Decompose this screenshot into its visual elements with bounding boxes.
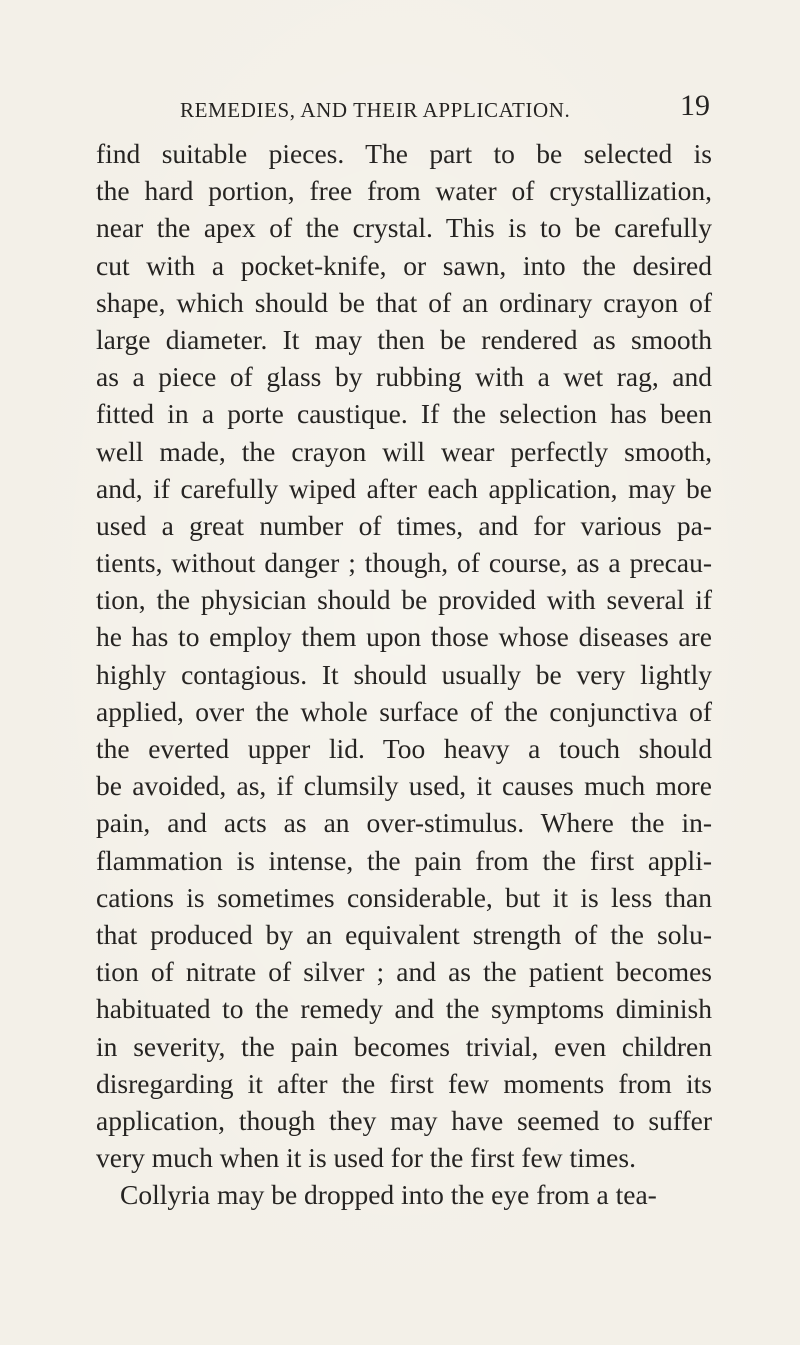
text-line: habituated to the remedy and the symptoms diminish	[96, 993, 712, 1025]
text-line: used a great number of times, and for various pa-	[96, 509, 712, 541]
text-line: tients, without danger ; though, of course, as a precau-	[96, 547, 712, 579]
text-line: the everted upper lid. Too heavy a touch should	[96, 733, 712, 764]
page-number: 19	[680, 89, 710, 122]
text-line: well made, the crayon will wear perfectly smooth,	[96, 435, 712, 467]
text-line: near the apex of the crystal. This is to be carefully	[96, 212, 712, 244]
text-line: applied, over the whole surface of the conjunctiva of	[96, 695, 712, 727]
text-line: highly contagious. It should usually be very lightly	[96, 658, 712, 690]
text-line: shape, which should be that of an ordinary crayon of	[96, 286, 712, 318]
running-header	[180, 89, 710, 126]
running-title: REMEDIES, AND THEIR APPLICATION.	[180, 98, 571, 122]
text-line: the hard portion, free from water of crystallization,	[96, 175, 712, 207]
text-line: find suitable pieces. The part to be selected is	[96, 138, 712, 169]
body-text	[96, 135, 712, 1213]
text-line: tion, the physician should be provided with several if	[96, 584, 712, 616]
text-line: Collyria may be dropped into the eye from a tea-	[120, 1179, 657, 1211]
text-line: disregarding it after the first few moments from its	[96, 1067, 712, 1099]
text-line: cations is sometimes considerable, but it is less than	[96, 881, 712, 913]
text-line: cut with a pocket-knife, or sawn, into the desired	[96, 249, 712, 281]
text-line: flammation is intense, the pain from the first appli-	[96, 844, 712, 876]
text-line: very much when it is used for the first few times.	[96, 1142, 636, 1174]
text-line: large diameter. It may then be rendered as smooth	[96, 323, 712, 355]
text-line: that produced by an equivalent strength of the solu-	[96, 918, 712, 950]
text-line: application, though they may have seemed to suffer	[96, 1104, 712, 1136]
text-line: in severity, the pain becomes trivial, even children	[96, 1030, 712, 1062]
text-line: as a piece of glass by rubbing with a wet rag, and	[96, 361, 712, 393]
text-line: and, if carefully wiped after each application, may be	[96, 472, 712, 504]
text-line: he has to employ them upon those whose diseases are	[96, 621, 712, 653]
text-line: tion of nitrate of silver ; and as the patient becomes	[96, 956, 712, 988]
text-line: be avoided, as, if clumsily used, it causes much more	[96, 770, 712, 802]
text-line: pain, and acts as an over-stimulus. Where the in-	[96, 807, 712, 839]
text-line: fitted in a porte caustique. If the selection has been	[96, 398, 712, 430]
